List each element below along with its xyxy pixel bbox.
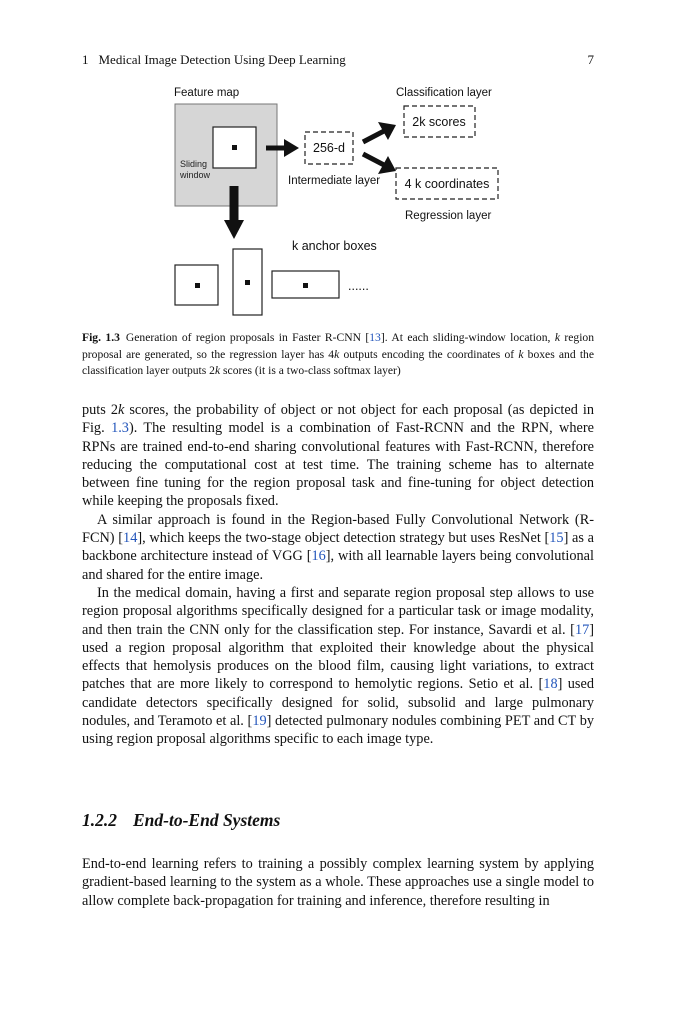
citation-link[interactable]: 18 xyxy=(543,676,558,693)
regression-layer-label: Regression layer xyxy=(405,210,492,222)
paragraph-3 xyxy=(82,584,594,749)
arrow-to-anchors-head xyxy=(224,220,244,239)
window-center-dot xyxy=(232,145,237,150)
caption-part: scores (it is a two-class softmax layer) xyxy=(220,364,401,377)
feature-map-label: Feature map xyxy=(174,87,240,99)
anchor-dot-2 xyxy=(245,280,250,285)
text-run: puts 2 xyxy=(82,402,118,418)
citation-link[interactable]: 14 xyxy=(123,530,138,547)
anchor-dot-1 xyxy=(195,283,200,288)
chapter-number: 1 xyxy=(82,52,89,67)
citation-link[interactable]: 15 xyxy=(549,530,564,547)
coordinates-box-label: 4 k coordinates xyxy=(404,177,490,191)
text-run: ] used candidate detectors specifically designed for solid, subsolid and large pulmonary nodules, and Teramoto et al. [ xyxy=(82,676,594,730)
figure-caption xyxy=(82,330,594,380)
text-run: ). The resulting model is a combination of Fast-RCNN and the RPN, where RPNs are trained end-to-end sharing convolutional features with Fast-RCNN, therefore reducing the computational cost at test time. The training scheme has to alternate between fine tuning for the region proposal task and fine-tuning for object detection while keeping the proposals fixed. xyxy=(82,420,594,510)
figure-label: Fig. 1.3 xyxy=(82,331,120,344)
text-run: ] used a region proposal algorithm that exploited their knowledge about the physical effects that hemolysis produces on the blood film, causing light variations, to extract patches that are more likely to correspond to hemolytic regions. Setio et al. [ xyxy=(82,621,594,693)
arrow-to-regression xyxy=(363,154,384,165)
classification-layer-label: Classification layer xyxy=(396,87,492,99)
arrow-to-classification xyxy=(363,131,384,142)
anchor-dot-3 xyxy=(303,283,308,288)
intermediate-layer-label: Intermediate layer xyxy=(288,175,381,187)
anchor-boxes-label: k anchor boxes xyxy=(292,239,377,253)
section-title: End-to-End Systems xyxy=(133,810,281,830)
section-heading xyxy=(82,810,594,831)
text-run: ], with all learnable layers being convolutional and shared for the entire image. xyxy=(82,548,594,583)
sliding-window-line-2: window xyxy=(180,170,211,180)
paragraph-1 xyxy=(82,401,594,511)
anchor-ellipsis: ...... xyxy=(348,279,369,293)
arrow-to-intermediate-head xyxy=(284,139,299,157)
math-k: k xyxy=(214,364,221,377)
citation-link[interactable]: 13 xyxy=(369,331,381,344)
scores-box-label: 2k scores xyxy=(412,115,466,129)
citation-link[interactable]: 19 xyxy=(252,713,267,730)
caption-text xyxy=(82,331,594,377)
text-run: In the medical domain, having a first and separate region proposal step allows to use region proposal algorithms specifically designed for a particular task or image modality, and then train the CNN only for the classification step. For instance, Savardi et al. [ xyxy=(82,584,594,638)
text-run: ], which keeps the two-stage object detection strategy but uses ResNet [ xyxy=(137,530,550,547)
body-text xyxy=(82,401,594,749)
text-run: A similar approach is found in the Region-based Fully Convolutional Network (R-FCN) [ xyxy=(82,511,594,547)
chapter-title: Medical Image Detection Using Deep Learning xyxy=(98,52,346,67)
citation-link[interactable]: 16 xyxy=(311,548,326,565)
text-run: ] as a backbone architecture instead of VGG [ xyxy=(82,530,594,565)
section-number: 1.2.2 xyxy=(82,810,117,830)
sliding-window-label xyxy=(179,159,211,180)
section-paragraph: End-to-end learning refers to training a possibly complex learning system by applying gradient-based learning to the system as a whole. These approaches use a single model to allow complete back-propagation for training and inference, therefore resulting in xyxy=(82,856,594,909)
page-number: 7 xyxy=(587,52,594,67)
citation-link[interactable]: 17 xyxy=(574,621,590,638)
caption-part: Generation of region proposals in Faster R-CNN [ xyxy=(125,331,370,344)
caption-part: ]. At each sliding-window location, xyxy=(380,331,555,344)
math-k: k xyxy=(554,331,560,344)
paragraph-2 xyxy=(82,511,594,584)
math-k: k xyxy=(518,347,524,361)
caption-part: outputs encoding the coordinates of xyxy=(339,347,519,361)
caption-part: boxes and the classification layer outputs 2 xyxy=(82,347,594,377)
math-k: k xyxy=(117,402,125,418)
text-run: ] detected pulmonary nodules combining PET and CT by using region proposal algorithms specific to each image type. xyxy=(82,713,594,748)
intermediate-box-label: 256-d xyxy=(313,141,345,155)
caption-part: region proposal are generated, so the regression layer has 4 xyxy=(82,331,595,361)
sliding-window-line-1: Sliding xyxy=(180,159,208,169)
text-run: scores, the probability of object or not object for each proposal (as depicted in Fig. xyxy=(82,402,594,437)
rpn-figure xyxy=(0,0,675,330)
math-k: k xyxy=(334,347,340,361)
figure-reference-link[interactable]: 1.3 xyxy=(111,420,129,437)
